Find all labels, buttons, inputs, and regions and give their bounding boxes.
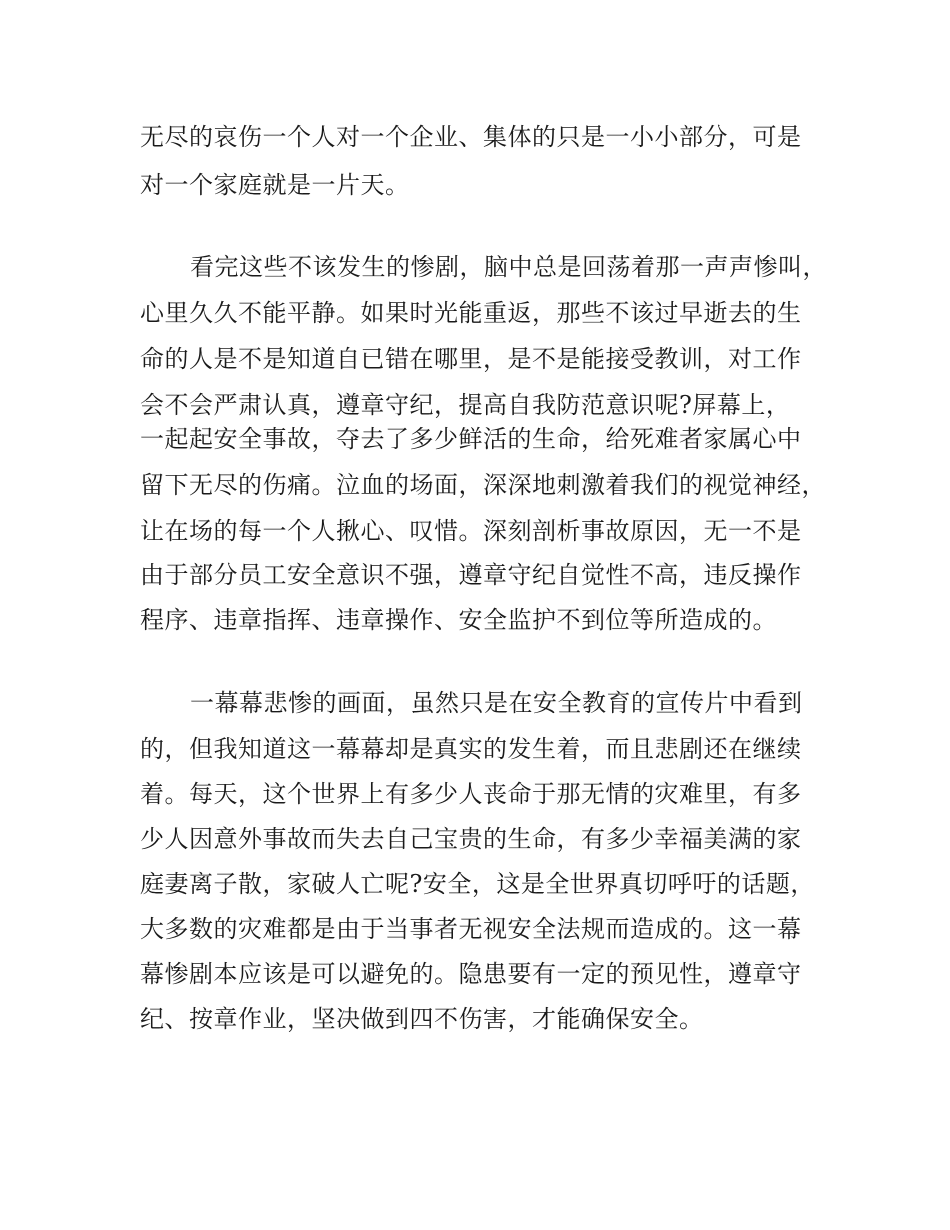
paragraph-2-line-8: 由于部分员工安全意识不强，遵章守纪自觉性不高，违反操作 <box>140 561 802 589</box>
paragraph-3-line-7: 幕惨剧本应该是可以避免的。隐患要有一定的预见性，遵章守 <box>140 960 802 988</box>
paragraph-2-line-9: 程序、违章指挥、违章操作、安全监护不到位等所造成的。 <box>140 606 777 634</box>
paragraph-2-line-4: 会不会严肃认真，遵章守纪，提高自我防范意识呢?屏幕上， <box>140 391 791 419</box>
paragraph-1-line-2: 对一个家庭就是一片天。 <box>140 171 410 199</box>
paragraph-2-line-2: 心里久久不能平静。如果时光能重返，那些不该过早逝去的生 <box>140 299 802 327</box>
paragraph-2-line-1: 看完这些不该发生的惨剧，脑中总是回荡着那一声声惨叫， <box>190 253 827 281</box>
paragraph-2-line-6: 留下无尽的伤痛。泣血的场面，深深地刺激着我们的视觉神经， <box>140 471 826 499</box>
paragraph-3-line-2: 的，但我知道这一幕幕却是真实的发生着，而且悲剧还在继续 <box>140 735 802 763</box>
paragraph-3-line-3: 着。每天，这个世界上有多少人丧命于那无情的灾难里，有多 <box>140 780 802 808</box>
paragraph-2-line-3: 命的人是不是知道自已错在哪里，是不是能接受教训，对工作 <box>140 345 802 373</box>
paragraph-3-line-8: 纪、按章作业，坚决做到四不伤害，才能确保安全。 <box>140 1005 704 1033</box>
paragraph-3-line-6: 大多数的灾难都是由于当事者无视安全法规而造成的。这一幕 <box>140 915 802 943</box>
paragraph-1-line-1: 无尽的哀伤一个人对一个企业、集体的只是一小小部分，可是 <box>140 123 802 151</box>
paragraph-3-line-1: 一幕幕悲惨的画面，虽然只是在安全教育的宣传片中看到 <box>190 689 803 717</box>
paragraph-3-line-4: 少人因意外事故而失去自己宝贵的生命，有多少幸福美满的家 <box>140 825 802 853</box>
paragraph-2-line-5: 一起起安全事故，夺去了多少鲜活的生命，给死难者家属心中 <box>140 425 802 453</box>
paragraph-2-line-7: 让在场的每一个人揪心、叹惜。深刻剖析事故原因，无一不是 <box>140 517 802 545</box>
paragraph-3-line-5: 庭妻离子散，家破人亡呢?安全，这是全世界真切呼吁的话题， <box>140 870 815 898</box>
